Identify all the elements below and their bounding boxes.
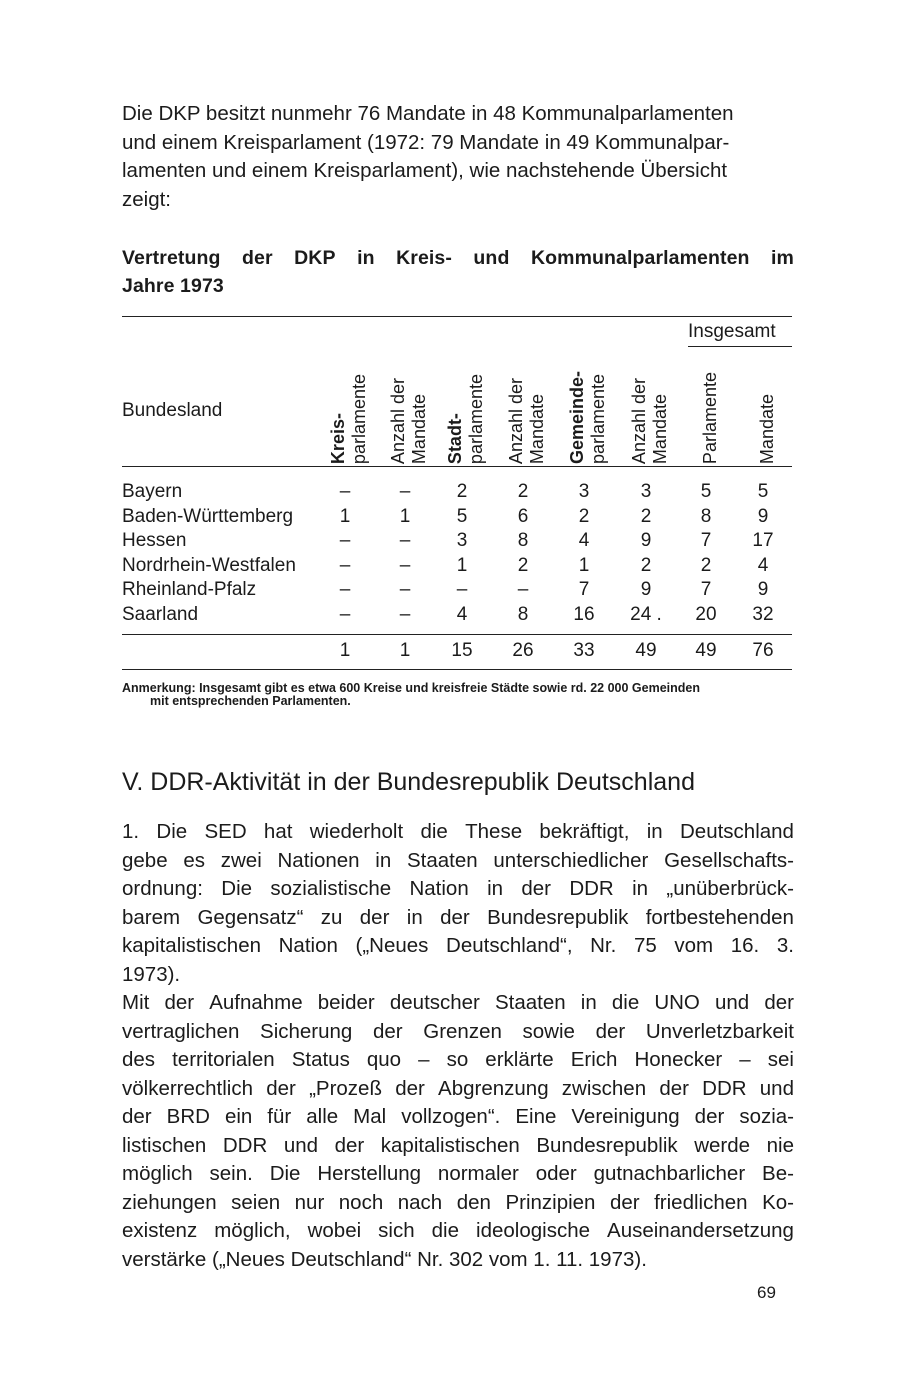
body-word: Status (291, 1048, 350, 1071)
body-word: ordnung: (122, 877, 203, 900)
table-cell: 8 (517, 603, 529, 625)
body-word: Mit (122, 991, 150, 1014)
table-cell: 9 (640, 579, 652, 600)
body-word: fortbestehenden (645, 905, 794, 929)
column-header (388, 378, 430, 464)
body-word: 16. (730, 934, 760, 957)
body-word: der (372, 1019, 403, 1043)
body-word: der (764, 991, 794, 1014)
total-cell: 76 (752, 640, 774, 661)
table-title (122, 244, 794, 300)
total-cell: 26 (512, 640, 534, 661)
table-cell: 4 (757, 554, 769, 576)
title-word: Kreis- (396, 247, 452, 269)
table-note (122, 682, 794, 708)
table-cell: 9 (757, 579, 769, 600)
body-word: Deutschland (680, 820, 794, 843)
body-word: alle (306, 1105, 339, 1128)
column-header-text: parlamente (466, 373, 486, 464)
column-header-text: Anzahl der (506, 377, 526, 464)
body-line (122, 1018, 794, 1047)
table-cell: 1 (339, 505, 351, 527)
section-heading: V. DDR-Aktivität in der Bundesrepublik Deutschland (122, 768, 695, 796)
body-word: listischen (122, 1133, 207, 1157)
row-label: Hessen (122, 530, 187, 551)
insgesamt-underline (688, 346, 792, 347)
total-cell: 1 (339, 640, 351, 661)
body-word: und (759, 1076, 794, 1100)
table-cell: 2 (517, 481, 529, 502)
body-word: der (266, 1076, 296, 1100)
body-word: der (395, 1076, 425, 1100)
column-header-text: Mandate (409, 393, 429, 464)
table-row (122, 530, 794, 555)
body-word: Die (269, 1162, 301, 1185)
table-cell: – (399, 579, 411, 600)
table-cell: 2 (578, 505, 590, 527)
body-word: in (406, 905, 423, 929)
table-cell: 9 (640, 530, 652, 551)
body-word: erklärte (485, 1048, 554, 1071)
table-cell: 6 (517, 505, 529, 527)
body-word: und (283, 1133, 319, 1157)
body-word: nie (766, 1133, 794, 1157)
insgesamt-group-header: Insgesamt (688, 321, 776, 342)
body-word: sei (767, 1048, 794, 1071)
column-header (629, 378, 671, 464)
body-word: 1. (122, 820, 140, 843)
body-word: Eine (515, 1105, 557, 1128)
body-word: in (487, 877, 504, 900)
table-cell: 32 (752, 603, 774, 625)
table-cell: – (517, 579, 529, 600)
table-cell: 2 (700, 554, 712, 576)
body-word: noch (338, 1190, 384, 1214)
table-row (122, 481, 794, 506)
body-word: BRD (166, 1105, 210, 1128)
body-word: ein (224, 1105, 253, 1128)
table-row (122, 555, 794, 580)
body-word: die (611, 991, 640, 1014)
title-word: der (242, 247, 273, 269)
body-word: Be- (762, 1162, 794, 1185)
table-cell: 17 (752, 530, 774, 551)
intro-line: zeigt: (122, 187, 171, 211)
body-word: „unüberbrück- (666, 877, 794, 900)
body-line (122, 1160, 794, 1189)
body-word: Deutschland“, (446, 934, 573, 957)
title-word: im (771, 247, 794, 269)
table-cell: 1 (456, 554, 468, 576)
table-cell: – (399, 554, 411, 576)
intro-paragraph (122, 100, 794, 214)
body-word: oder (535, 1162, 577, 1185)
body-line (122, 904, 794, 933)
body-line (122, 1217, 794, 1246)
column-header-text: Anzahl der (629, 377, 649, 464)
table-cell: 9 (757, 505, 769, 527)
body-word: Gesellschafts- (664, 848, 794, 872)
title-word: Kommunalparlamenten (530, 247, 750, 269)
column-header (757, 394, 778, 464)
table-body-rule (122, 634, 792, 635)
body-word: UNO (654, 991, 700, 1014)
body-word: des (122, 1048, 156, 1071)
column-header-text: Stadt- (445, 413, 465, 464)
intro-line: Die DKP besitzt nunmehr 76 Mandate in 48 Kommunalparlamenten (122, 102, 734, 125)
body-word: der (521, 877, 551, 900)
body-word: SED (204, 820, 247, 843)
total-cell: 33 (573, 640, 595, 661)
table-row (122, 604, 794, 629)
table-cell: 7 (700, 530, 712, 551)
table-row (122, 579, 794, 604)
column-header-text: Parlamente (699, 371, 720, 464)
note-line: mit entsprechenden Parlamenten. (150, 694, 351, 708)
body-word: – (418, 1048, 430, 1071)
body-word: Nation (278, 934, 338, 957)
column-header-text: Gemeinde- (567, 370, 587, 464)
body-word: Nation (409, 877, 469, 900)
body-word: den (456, 1190, 491, 1214)
body-word: für (267, 1105, 292, 1128)
body-word: hat (263, 820, 293, 843)
body-word: zu (320, 905, 343, 929)
body-word: Nr. (590, 934, 617, 957)
body-word: quo (366, 1048, 402, 1071)
body-word: wobei (307, 1219, 362, 1242)
body-word: werde (694, 1133, 751, 1157)
body-word: Staaten (495, 991, 566, 1014)
body-word: sozialistische (270, 877, 392, 900)
body-word: in (580, 991, 597, 1014)
body-word: gebe (122, 848, 168, 872)
body-word: der (334, 1133, 365, 1157)
body-word: gutnachbarlicher (593, 1162, 746, 1185)
total-cell: 1 (399, 640, 411, 661)
column-header (445, 374, 487, 464)
body-word: zwischen (561, 1076, 647, 1100)
column-header (328, 374, 370, 464)
body-line (122, 1046, 794, 1075)
body-line (122, 875, 794, 904)
title-word: und (473, 247, 510, 269)
body-word: zwei (220, 848, 262, 872)
table-cell: 7 (700, 579, 712, 600)
column-header-text: Mandate (527, 393, 547, 464)
body-word: vollzogen“. (401, 1105, 501, 1128)
table-cell: 24 . (630, 603, 662, 625)
body-word: ideologische (476, 1219, 591, 1242)
body-word: Unverletzbarkeit (645, 1019, 794, 1043)
body-word: Erich (570, 1048, 618, 1071)
body-word: 75 (633, 934, 657, 957)
table-cell: – (339, 579, 351, 600)
body-word: möglich (122, 1162, 193, 1185)
body-word: („Neues (355, 934, 429, 957)
body-word: unterschiedlicher (493, 848, 649, 872)
body-word: normaler (437, 1162, 519, 1185)
body-word: nur (294, 1190, 325, 1214)
body-line (122, 932, 794, 961)
body-word: Staaten (406, 848, 478, 872)
table-cell: 2 (517, 554, 529, 576)
table-cell: 4 (578, 530, 590, 551)
table-cell: – (339, 481, 351, 502)
bundesland-column-header: Bundesland (122, 400, 223, 421)
body-word: beider (317, 991, 375, 1014)
total-cell: 49 (695, 640, 717, 661)
body-word: existenz (122, 1219, 198, 1242)
table-header-rule (122, 466, 792, 467)
body-word: – (739, 1048, 751, 1071)
body-word: ziehungen (122, 1190, 217, 1214)
column-header (567, 371, 609, 464)
table-cell: 20 (695, 603, 717, 625)
body-word: DDR (702, 1076, 747, 1100)
body-word: und (715, 991, 750, 1014)
table-cell: 8 (517, 530, 529, 551)
table-cell: – (399, 530, 411, 551)
body-word: Herstellung (317, 1162, 422, 1185)
body-paragraphs (122, 818, 794, 1274)
body-word: deutscher (389, 991, 480, 1014)
title-word: in (357, 247, 375, 269)
table-cell: – (339, 603, 351, 625)
body-word: Abgrenzung (438, 1076, 549, 1100)
body-word: der (164, 991, 195, 1014)
column-header (506, 378, 548, 464)
body-word: seien (231, 1190, 281, 1214)
column-header-text: parlamente (349, 373, 369, 464)
total-cell: 49 (635, 640, 657, 661)
body-line (122, 989, 794, 1018)
table-cell: 4 (456, 603, 468, 625)
table-cell: 5 (456, 505, 468, 527)
row-label: Rheinland-Pfalz (122, 579, 257, 600)
body-word: Mal (353, 1105, 387, 1128)
table-cell: 7 (578, 579, 590, 600)
table-cell: 2 (640, 554, 652, 576)
body-word: Gegensatz“ (197, 905, 304, 929)
body-word: Die (221, 877, 253, 900)
body-word: Bundesrepublik (487, 905, 629, 929)
table-cell: 2 (456, 481, 468, 502)
table-cell: – (399, 481, 411, 502)
column-header-text: Mandate (756, 393, 777, 464)
body-word: die (420, 820, 448, 843)
table-cell: – (339, 530, 351, 551)
body-word: sowie (522, 1019, 575, 1043)
body-word: nach (397, 1190, 443, 1214)
body-word: Sicherung (260, 1019, 353, 1043)
body-word: in (646, 820, 663, 843)
body-word: bekräftigt, (539, 820, 630, 843)
note-line: Anmerkung: Insgesamt gibt es etwa 600 Kreise und kreisfreie Städte sowie rd. 22 000 Gemeinden (122, 681, 700, 695)
body-word: die (431, 1219, 460, 1242)
body-word: DDR (569, 877, 614, 900)
body-line: 1973). (122, 962, 181, 986)
body-word: kapitalistischen (122, 934, 262, 957)
body-word: vom (674, 934, 714, 957)
body-word: Nationen (277, 848, 360, 872)
column-header-text: parlamente (588, 373, 608, 464)
totals-row (122, 640, 794, 665)
table-bottom-rule (122, 669, 792, 670)
title-word: Vertretung (122, 247, 221, 269)
body-word: sich (378, 1219, 415, 1242)
body-line (122, 1132, 794, 1161)
table-row (122, 506, 794, 531)
body-word: Grenzen (423, 1019, 502, 1043)
table-cell: 3 (456, 530, 468, 551)
row-label: Nordrhein-Westfalen (122, 554, 296, 576)
body-line (122, 847, 794, 876)
body-word: der (609, 1190, 640, 1214)
row-label: Baden-Württemberg (122, 505, 294, 527)
body-word: Aufnahme (209, 991, 303, 1014)
body-word: territorialen (172, 1048, 275, 1071)
row-label: Saarland (122, 603, 199, 625)
body-word: Auseinandersetzung (607, 1219, 794, 1242)
body-word: Vereinigung (571, 1105, 680, 1128)
body-word: der (694, 1105, 725, 1128)
column-header-text: Kreis- (328, 412, 348, 464)
column-header-text: Anzahl der (388, 377, 408, 464)
body-line (122, 1103, 794, 1132)
body-word: DDR (222, 1133, 268, 1157)
body-word: der (440, 905, 470, 929)
table-title-line: Jahre 1973 (122, 275, 224, 297)
table-cell: 3 (640, 481, 652, 502)
body-word: möglich, (214, 1219, 291, 1242)
body-word: barem (122, 905, 181, 929)
page-number: 69 (757, 1283, 776, 1302)
body-word: Die (156, 820, 188, 843)
table-cell: – (339, 554, 351, 576)
table-top-rule (122, 316, 792, 317)
table-cell: 1 (399, 505, 411, 527)
intro-line: lamenten und einem Kreisparlament), wie nachstehende Übersicht (122, 159, 728, 182)
body-word: vertraglichen (122, 1019, 240, 1043)
table-title-line (122, 244, 794, 272)
body-word: es (183, 848, 205, 872)
column-header (700, 372, 721, 464)
body-word: so (446, 1048, 469, 1071)
intro-line: und einem Kreisparlament (1972: 79 Mandate in 49 Kommunalpar- (122, 130, 730, 154)
body-word: völkerrechtlich (122, 1076, 254, 1100)
table-cell: 8 (700, 505, 712, 527)
body-word: wiederholt (309, 820, 404, 843)
body-word: 3. (776, 934, 794, 957)
table-cell: 1 (578, 554, 590, 576)
table-cell: 3 (578, 481, 590, 502)
body-line: verstärke („Neues Deutschland“ Nr. 302 vom 1. 11. 1973). (122, 1247, 647, 1271)
body-word: der (595, 1019, 626, 1043)
body-line (122, 818, 794, 847)
body-word: kapitalistischen (380, 1133, 520, 1157)
body-word: der (659, 1076, 689, 1100)
body-line (122, 1075, 794, 1104)
column-header-text: Mandate (650, 393, 670, 464)
body-word: Honecker (634, 1048, 723, 1071)
body-word: Prinzipien (505, 1190, 596, 1214)
body-line (122, 1189, 794, 1218)
table-cell: 5 (700, 481, 712, 502)
body-word: der (122, 1105, 152, 1128)
body-word: der (359, 905, 390, 929)
table-cell: – (456, 579, 468, 600)
total-cell: 15 (451, 640, 473, 661)
table-cell: – (399, 603, 411, 625)
row-label: Bayern (122, 481, 183, 502)
body-word: Bundesrepublik (536, 1133, 678, 1157)
body-word: friedlichen (654, 1190, 748, 1214)
table-cell: 5 (757, 481, 769, 502)
body-word: in (375, 848, 392, 872)
title-word: DKP (294, 247, 336, 269)
body-word: in (632, 877, 649, 900)
table-cell: 16 (573, 603, 595, 625)
body-word: sein. (209, 1162, 253, 1185)
body-word: „Prozeß (309, 1076, 382, 1100)
body-word: sozia- (739, 1105, 794, 1128)
body-word: These (465, 820, 523, 843)
body-word: Ko- (762, 1190, 794, 1214)
table-cell: 2 (640, 505, 652, 527)
